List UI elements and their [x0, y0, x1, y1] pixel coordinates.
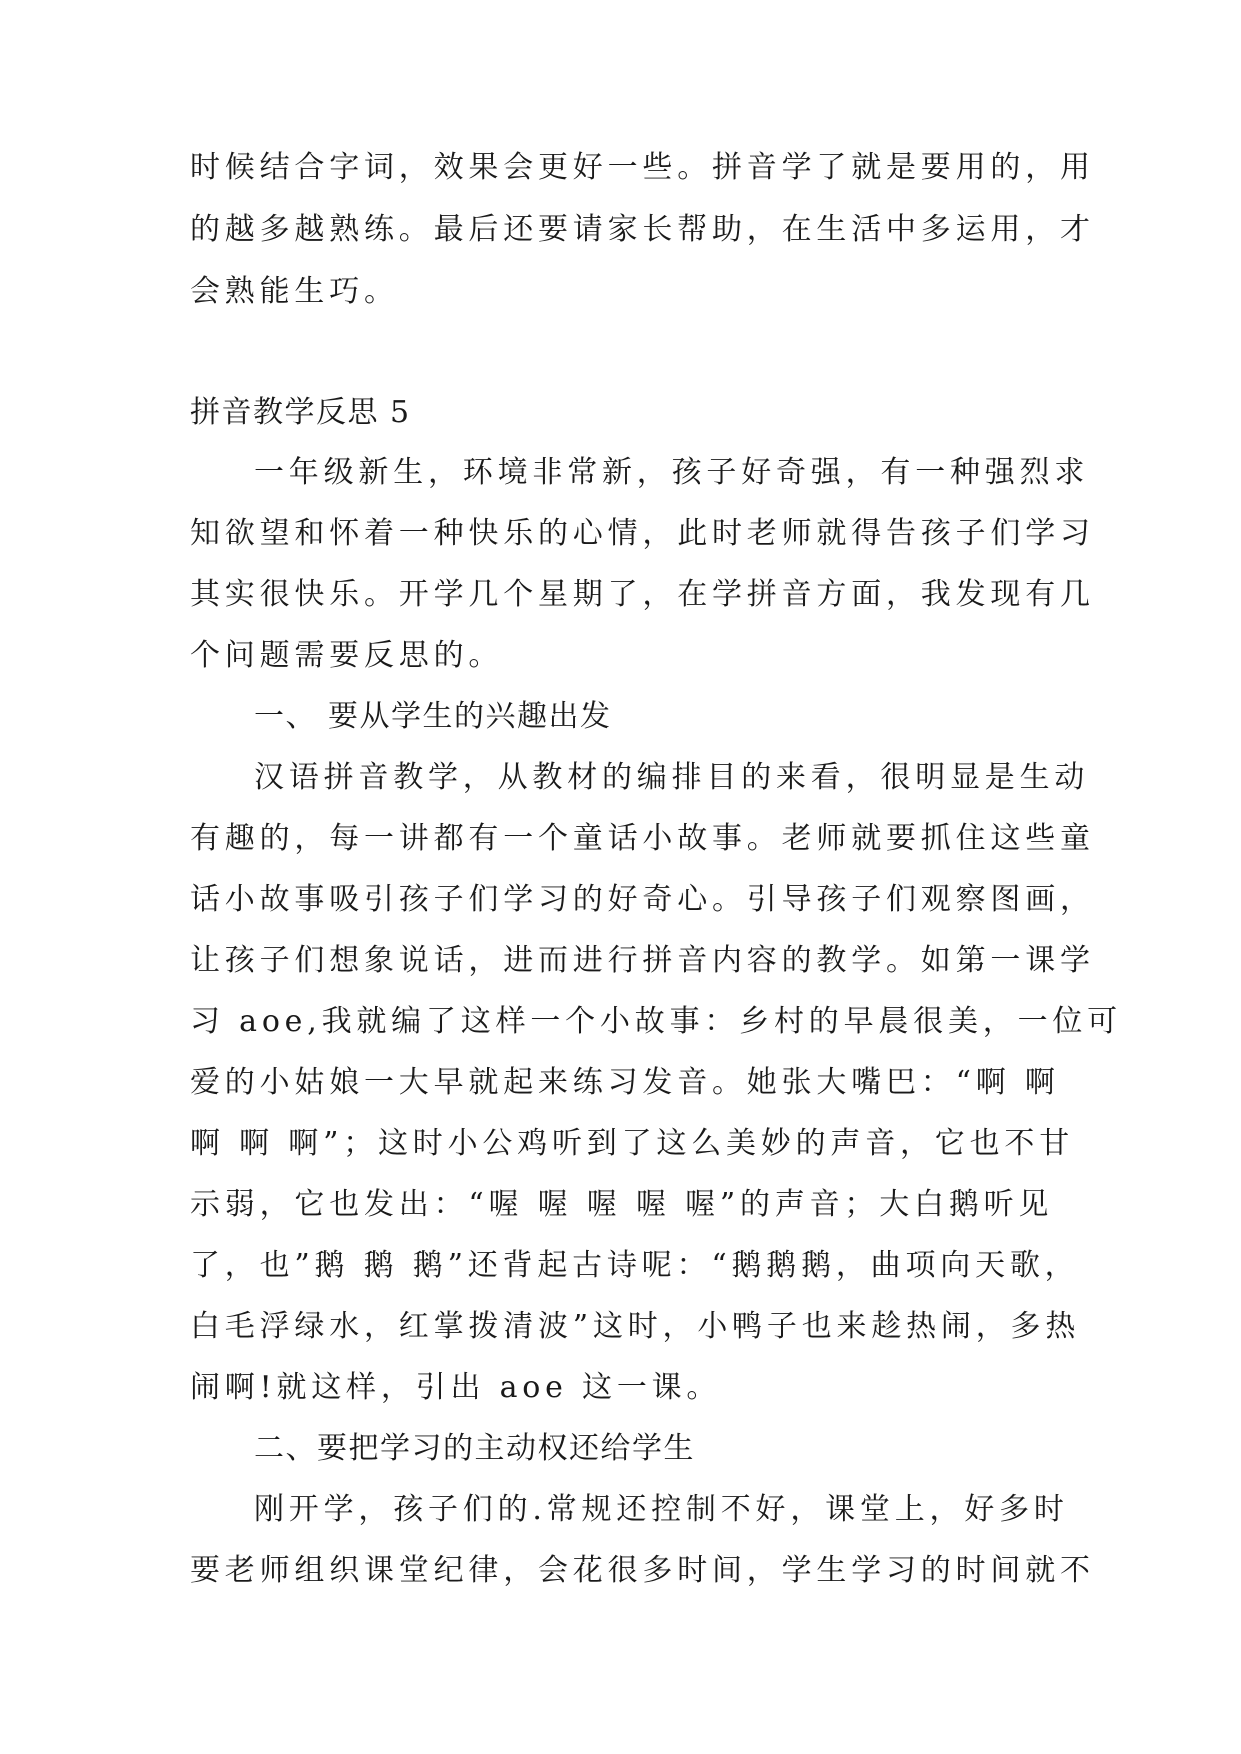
paragraph-line: 的越多越熟练。最后还要请家长帮助，在生活中多运用，才	[190, 212, 1095, 247]
paragraph-line: 习 aoe,我就编了这样一个小故事：乡村的早晨很美，一位可	[190, 1004, 1122, 1039]
paragraph-line: 让孩子们想象说话，进而进行拼音内容的教学。如第一课学	[190, 943, 1095, 978]
section-title: 拼音教学反思 5	[190, 395, 411, 430]
paragraph-line: 刚开学，孩子们的.常规还控制不好，课堂上，好多时	[254, 1492, 1069, 1527]
point-two-title: 二、要把学习的主动权还给学生	[254, 1431, 695, 1466]
paragraph-line: 时候结合字词，效果会更好一些。拼音学了就是要用的，用	[190, 150, 1095, 185]
paragraph-line: 示弱，它也发出：“喔 喔 喔 喔 喔”的声音；大白鹅听见	[190, 1187, 1054, 1222]
point-one-title: 一、 要从学生的兴趣出发	[254, 699, 612, 734]
paragraph-line: 要老师组织课堂纪律，会花很多时间，学生学习的时间就不	[190, 1553, 1095, 1588]
paragraph-line: 爱的小姑娘一大早就起来练习发音。她张大嘴巴：“啊 啊	[190, 1065, 1060, 1100]
paragraph-line: 其实很快乐。开学几个星期了，在学拼音方面，我发现有几	[190, 577, 1095, 612]
paragraph-line: 闹啊!就这样，引出 aoe 这一课。	[190, 1370, 722, 1405]
paragraph-line: 了，也”鹅 鹅 鹅”还背起古诗呢：“鹅鹅鹅，曲项向天歌，	[190, 1248, 1080, 1283]
paragraph-line: 知欲望和怀着一种快乐的心情，此时老师就得告孩子们学习	[190, 516, 1095, 551]
paragraph-line: 有趣的，每一讲都有一个童话小故事。老师就要抓住这些童	[190, 821, 1095, 856]
paragraph-line: 汉语拼音教学，从教材的编排目的来看，很明显是生动	[254, 760, 1090, 795]
paragraph-line: 个问题需要反思的。	[190, 638, 504, 673]
paragraph-line: 话小故事吸引孩子们学习的好奇心。引导孩子们观察图画，	[190, 882, 1095, 917]
paragraph-line: 一年级新生，环境非常新，孩子好奇强，有一种强烈求	[254, 455, 1090, 490]
paragraph-line: 会熟能生巧。	[190, 274, 399, 309]
paragraph-line: 啊 啊 啊”；这时小公鸡听到了这么美妙的声音，它也不甘	[190, 1126, 1075, 1161]
paragraph-line: 白毛浮绿水，红掌拨清波”这时，小鸭子也来趁热闹，多热	[190, 1309, 1081, 1344]
